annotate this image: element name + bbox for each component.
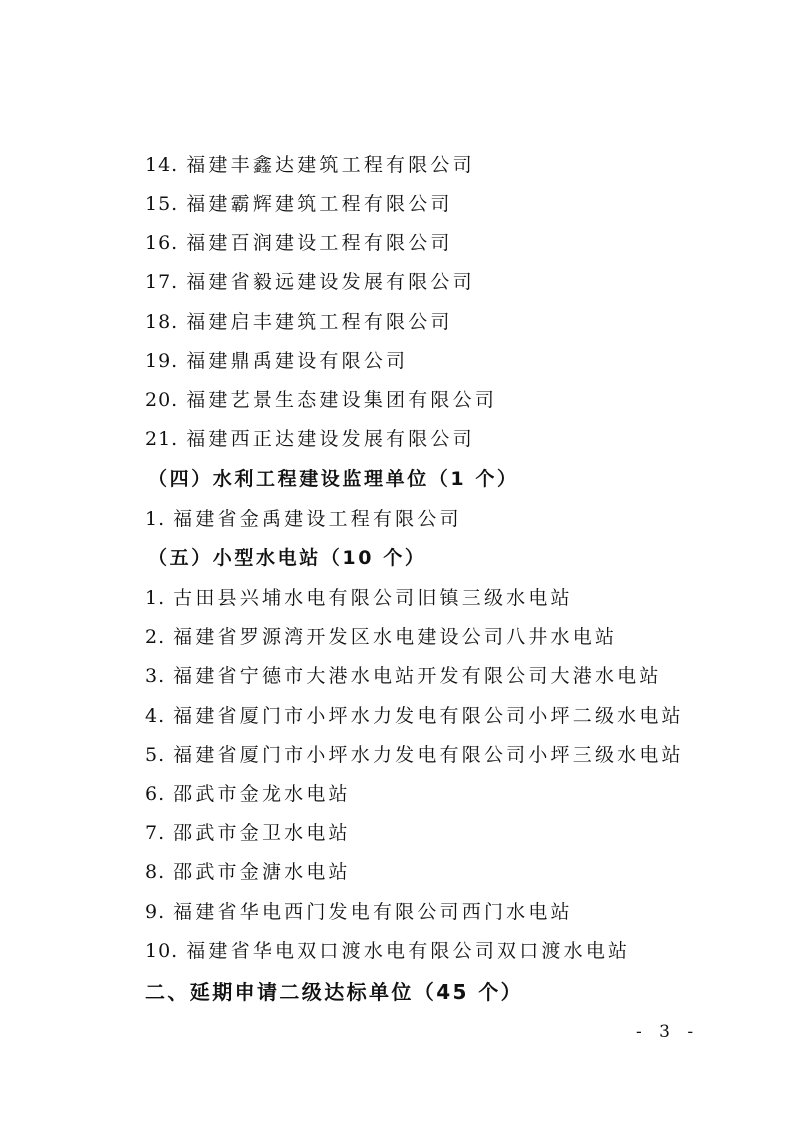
list-item: 1. 古田县兴埔水电有限公司旧镇三级水电站	[145, 587, 573, 609]
section-heading-hydropower: （五）小型水电站（10 个）	[148, 547, 427, 569]
list-item: 3. 福建省宁德市大港水电站开发有限公司大港水电站	[145, 665, 662, 687]
list-item: 15. 福建霸辉建筑工程有限公司	[145, 193, 453, 215]
list-item: 7. 邵武市金卫水电站	[145, 822, 351, 844]
list-item: 4. 福建省厦门市小坪水力发电有限公司小坪二级水电站	[145, 705, 684, 727]
list-item: 2. 福建省罗源湾开发区水电建设公司八井水电站	[145, 626, 618, 648]
list-item: 20. 福建艺景生态建设集团有限公司	[145, 389, 498, 411]
list-item: 5. 福建省厦门市小坪水力发电有限公司小坪三级水电站	[145, 744, 684, 766]
list-item: 19. 福建鼎禹建设有限公司	[145, 350, 409, 372]
list-item: 1. 福建省金禹建设工程有限公司	[145, 508, 462, 530]
list-item: 21. 福建西正达建设发展有限公司	[145, 428, 475, 450]
list-item: 16. 福建百润建设工程有限公司	[145, 232, 453, 254]
part-two-heading: 二、延期申请二级达标单位（45 个）	[145, 980, 523, 1004]
list-item: 9. 福建省华电西门发电有限公司西门水电站	[145, 901, 573, 923]
list-item: 6. 邵武市金龙水电站	[145, 783, 351, 805]
list-item: 10. 福建省华电双口渡水电有限公司双口渡水电站	[145, 940, 631, 962]
list-item: 8. 邵武市金溏水电站	[145, 861, 351, 883]
page-number: - 3 -	[636, 1022, 700, 1042]
list-item: 18. 福建启丰建筑工程有限公司	[145, 311, 453, 333]
list-item: 14. 福建丰鑫达建筑工程有限公司	[145, 154, 475, 176]
section-heading-supervision: （四）水利工程建设监理单位（1 个）	[148, 468, 519, 490]
list-item: 17. 福建省毅远建设发展有限公司	[145, 271, 475, 293]
